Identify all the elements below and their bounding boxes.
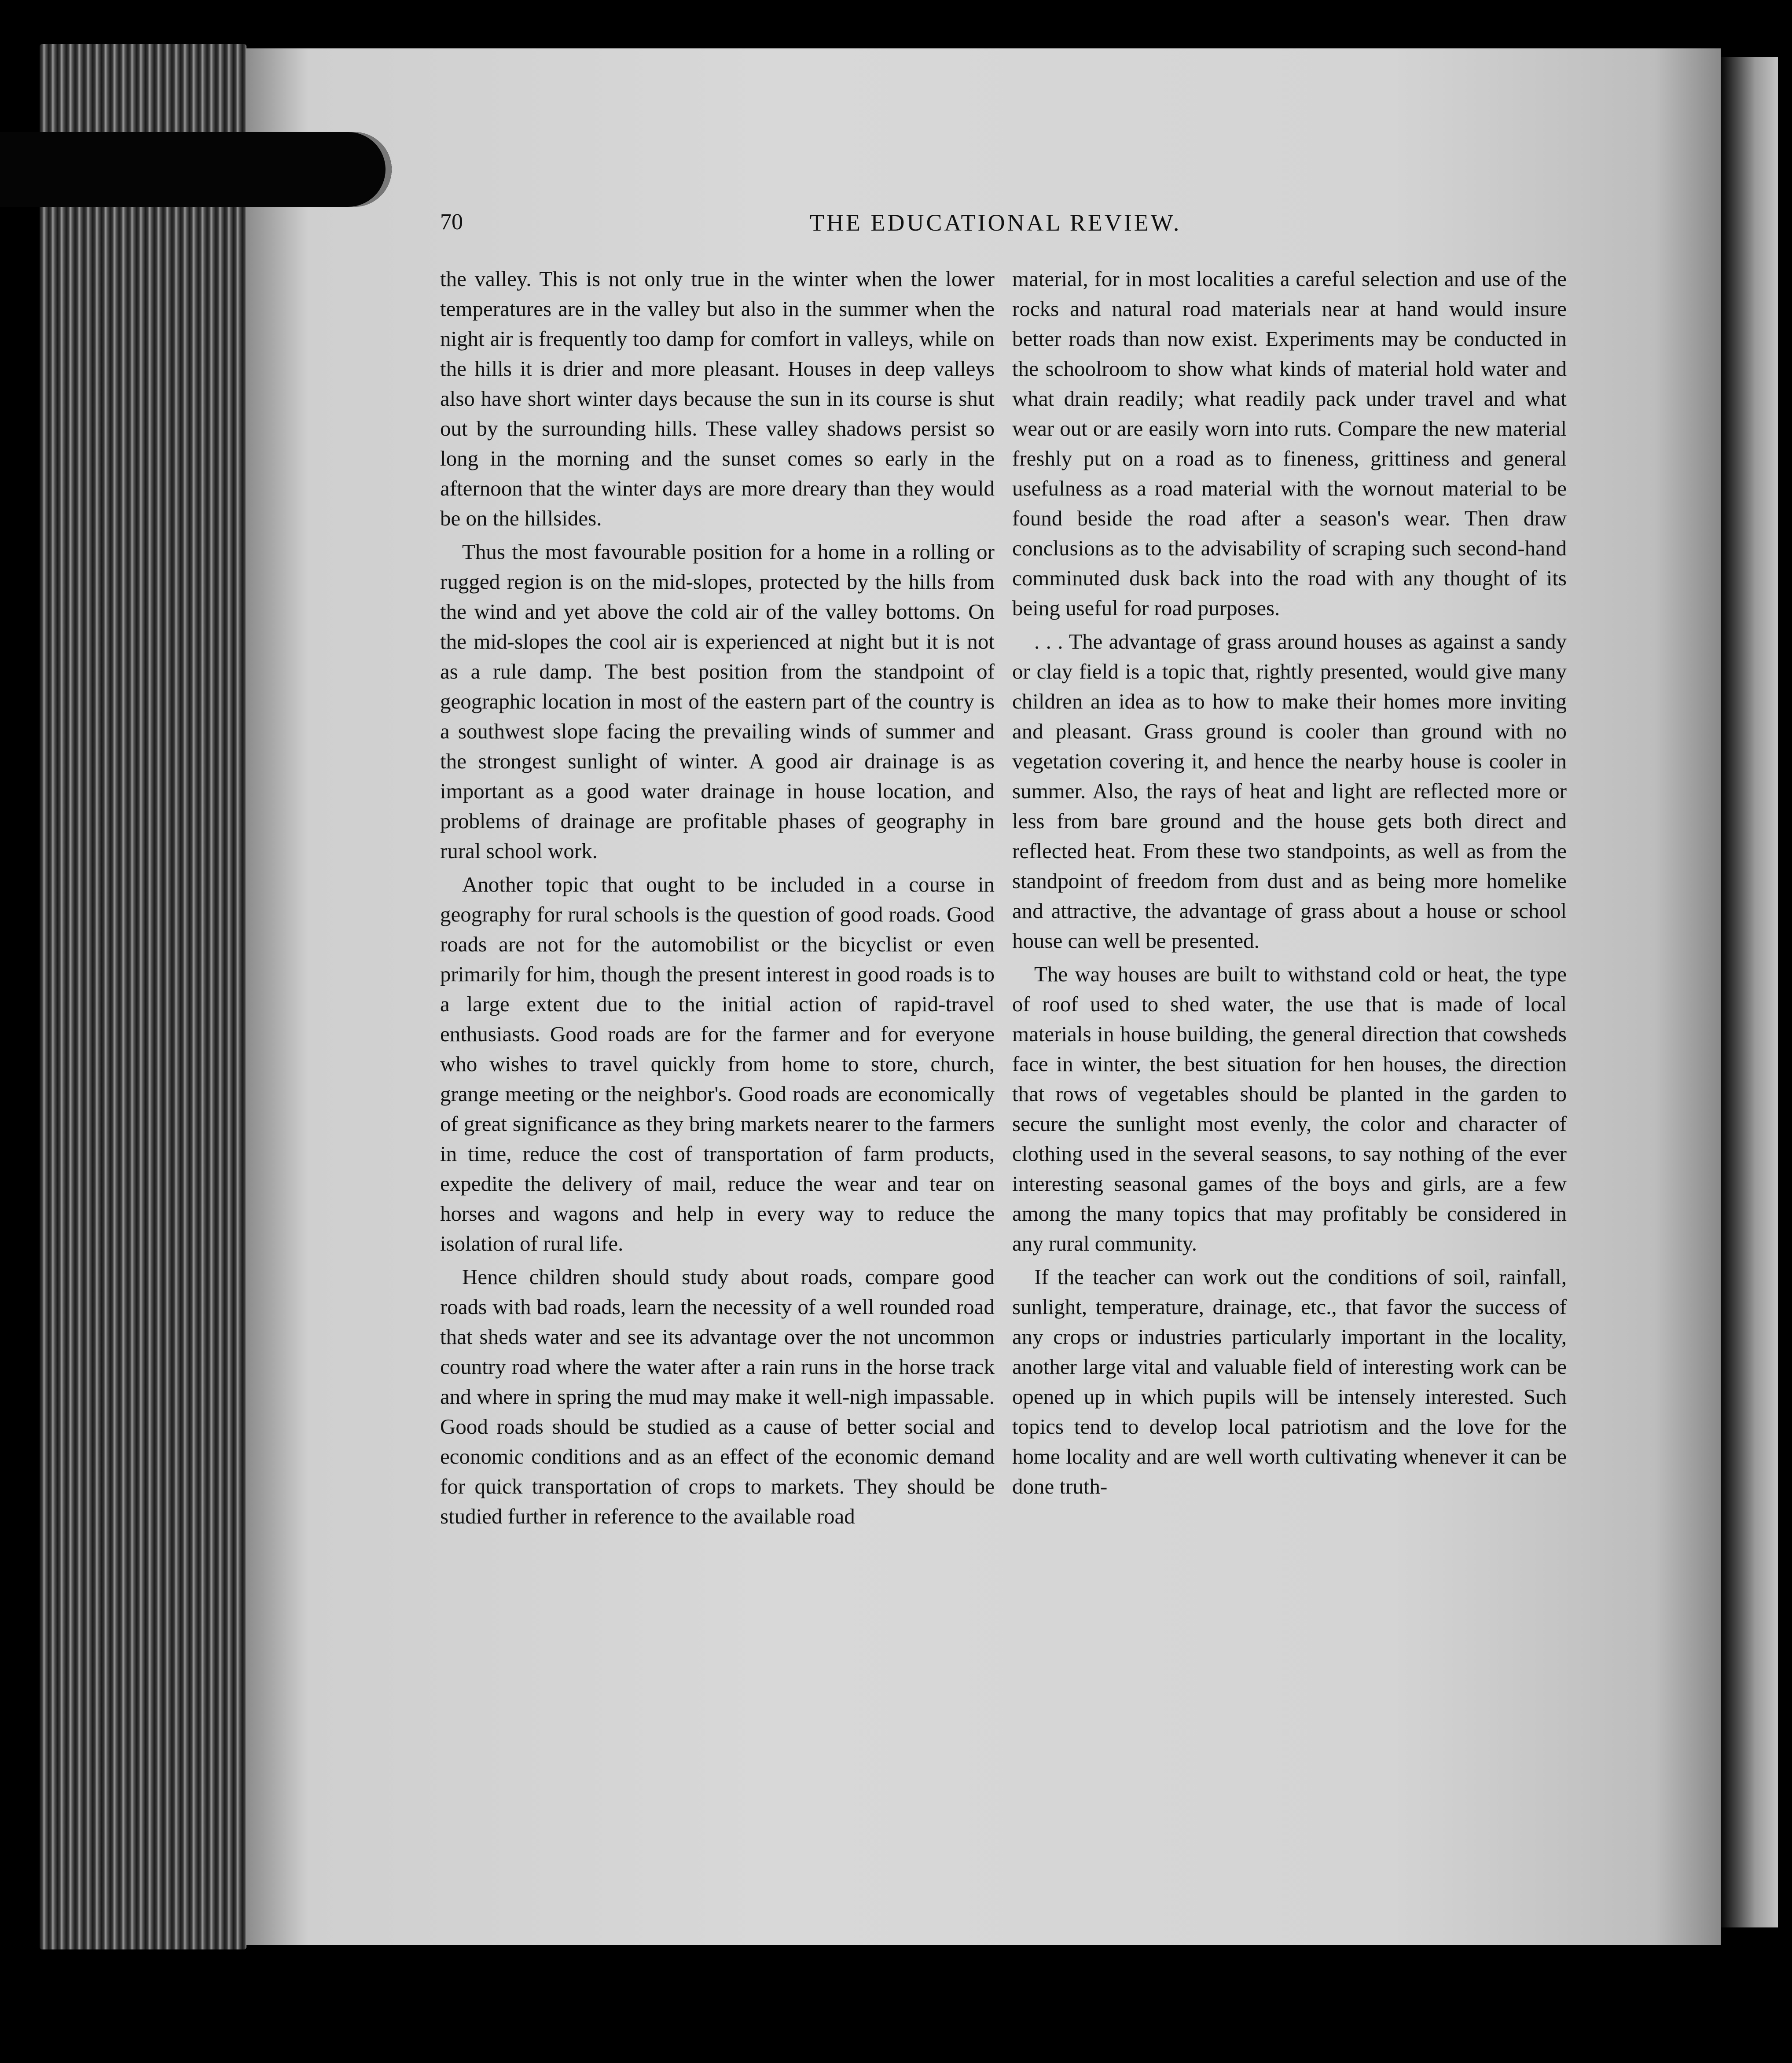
journal-title: THE EDUCATIONAL REVIEW.	[810, 209, 1182, 236]
paragraph: the valley. This is not only true in the winter when the lower temperatures are in the valley but also in the summer when the night air is frequently too damp for comfort in valleys, while on the hills it is drier and more pleasant. Houses in deep valleys also have short winter days because the sun in its course is shut out by the surrounding hills. These valley shadows persist so long in the morning and the sunset comes so early in the afternoon that the winter days are more dreary than they would be on the hillsides.	[440, 267, 995, 530]
paragraph: The way houses are built to withstand cold or heat, the type of roof used to shed water, the use that is made of local materials in house building, the general direction that cowsheds face in winter, the best situation for hen houses, the direction that rows of vegetables should be planted in the garden to secure the sunlight most evenly, the color and character of clothing used in the several seasons, to say nothing of the ever interesting seasonal games of the boys and girls, are a few among the many topics that may profitably be considered in any rural community.	[1012, 962, 1567, 1255]
running-head	[440, 209, 1567, 244]
right-text-column	[1012, 264, 1567, 1505]
book-page-edges	[40, 44, 246, 1949]
paragraph: material, for in most localities a careful selection and use of the rocks and natural road materials near at hand would insure better roads than now exist. Experiments may be conducted in the schoolroom to show what kinds of material hold water and what drain readily; what readily pack under travel and what wear out or are easily worn into ruts. Compare the new material freshly put on a road as to fineness, grittiness and general usefulness as a road material with the wornout material to be found beside the road after a season's wear. Then draw conclusions as to the advisability of scraping such second-hand comminuted dusk back into the road with any thought of its being useful for road purposes.	[1012, 267, 1567, 620]
page-clip	[0, 132, 392, 207]
facing-page-edge	[1721, 57, 1778, 1927]
paragraph: Hence children should study about roads, compare good roads with bad roads, learn the necessity of a well rounded road that sheds water and see its advantage over the not uncommon country road where the water after a rain runs in the horse track and where in spring the mud may make it well-nigh impassable. Good roads should be studied as a cause of better social and economic conditions and as an effect of the economic demand for quick transportation of crops to markets. They should be studied further in reference to the available road	[440, 1265, 995, 1528]
paragraph: Another topic that ought to be included in a course in geography for rural schools is the question of good roads. Good roads are not for the automobilist or the bicyclist or even primarily for him, though the present interest in good roads is to a large extent due to the initial action of rapid-travel enthusiasts. Good roads are for the farmer and for everyone who wishes to travel quickly from home to store, church, grange meeting or the neighbor's. Good roads are economically of great significance as they bring markets nearer to the farmers in time, reduce the cost of transportation of farm products, expedite the delivery of mail, reduce the wear and tear on horses and wagons and help in every way to reduce the isolation of rural life.	[440, 872, 995, 1255]
paragraph: If the teacher can work out the conditions of soil, rainfall, sunlight, temperature, drainage, etc., that favor the success of any crops or industries particularly important in the locality, another large vital and valuable field of interesting work can be opened up in which pupils will be intensely interested. Such topics tend to develop local patriotism and the love for the home locality and are well worth cultivating whenever it can be done truth-	[1012, 1265, 1567, 1498]
paragraph: Thus the most favourable position for a home in a rolling or rugged region is on the mid-slopes, protected by the hills from the wind and yet above the cold air of the valley bottoms. On the mid-slopes the cool air is experienced at night but it is not as a rule damp. The best position from the standpoint of geographic location in most of the eastern part of the country is a southwest slope facing the prevailing winds of summer and the strongest sunlight of winter. A good air drainage is as important as a good water drainage in house location, and problems of drainage are profitable phases of geography in rural school work.	[440, 540, 995, 863]
left-text-column	[440, 264, 995, 1535]
page-number: 70	[440, 209, 463, 235]
paragraph: . . . The advantage of grass around houses as against a sandy or clay field is a topic that, rightly presented, would give many children an idea as to how to make their homes more inviting and pleasant. Grass ground is cooler than ground with no vegetation covering it, and hence the nearby house is cooler in summer. Also, the rays of heat and light are reflected more or less from bare ground and the house gets both direct and reflected heat. From these two standpoints, as well as from the standpoint of freedom from dust and as being more homelike and attractive, the advantage of grass about a house or school house can well be presented.	[1012, 629, 1567, 953]
